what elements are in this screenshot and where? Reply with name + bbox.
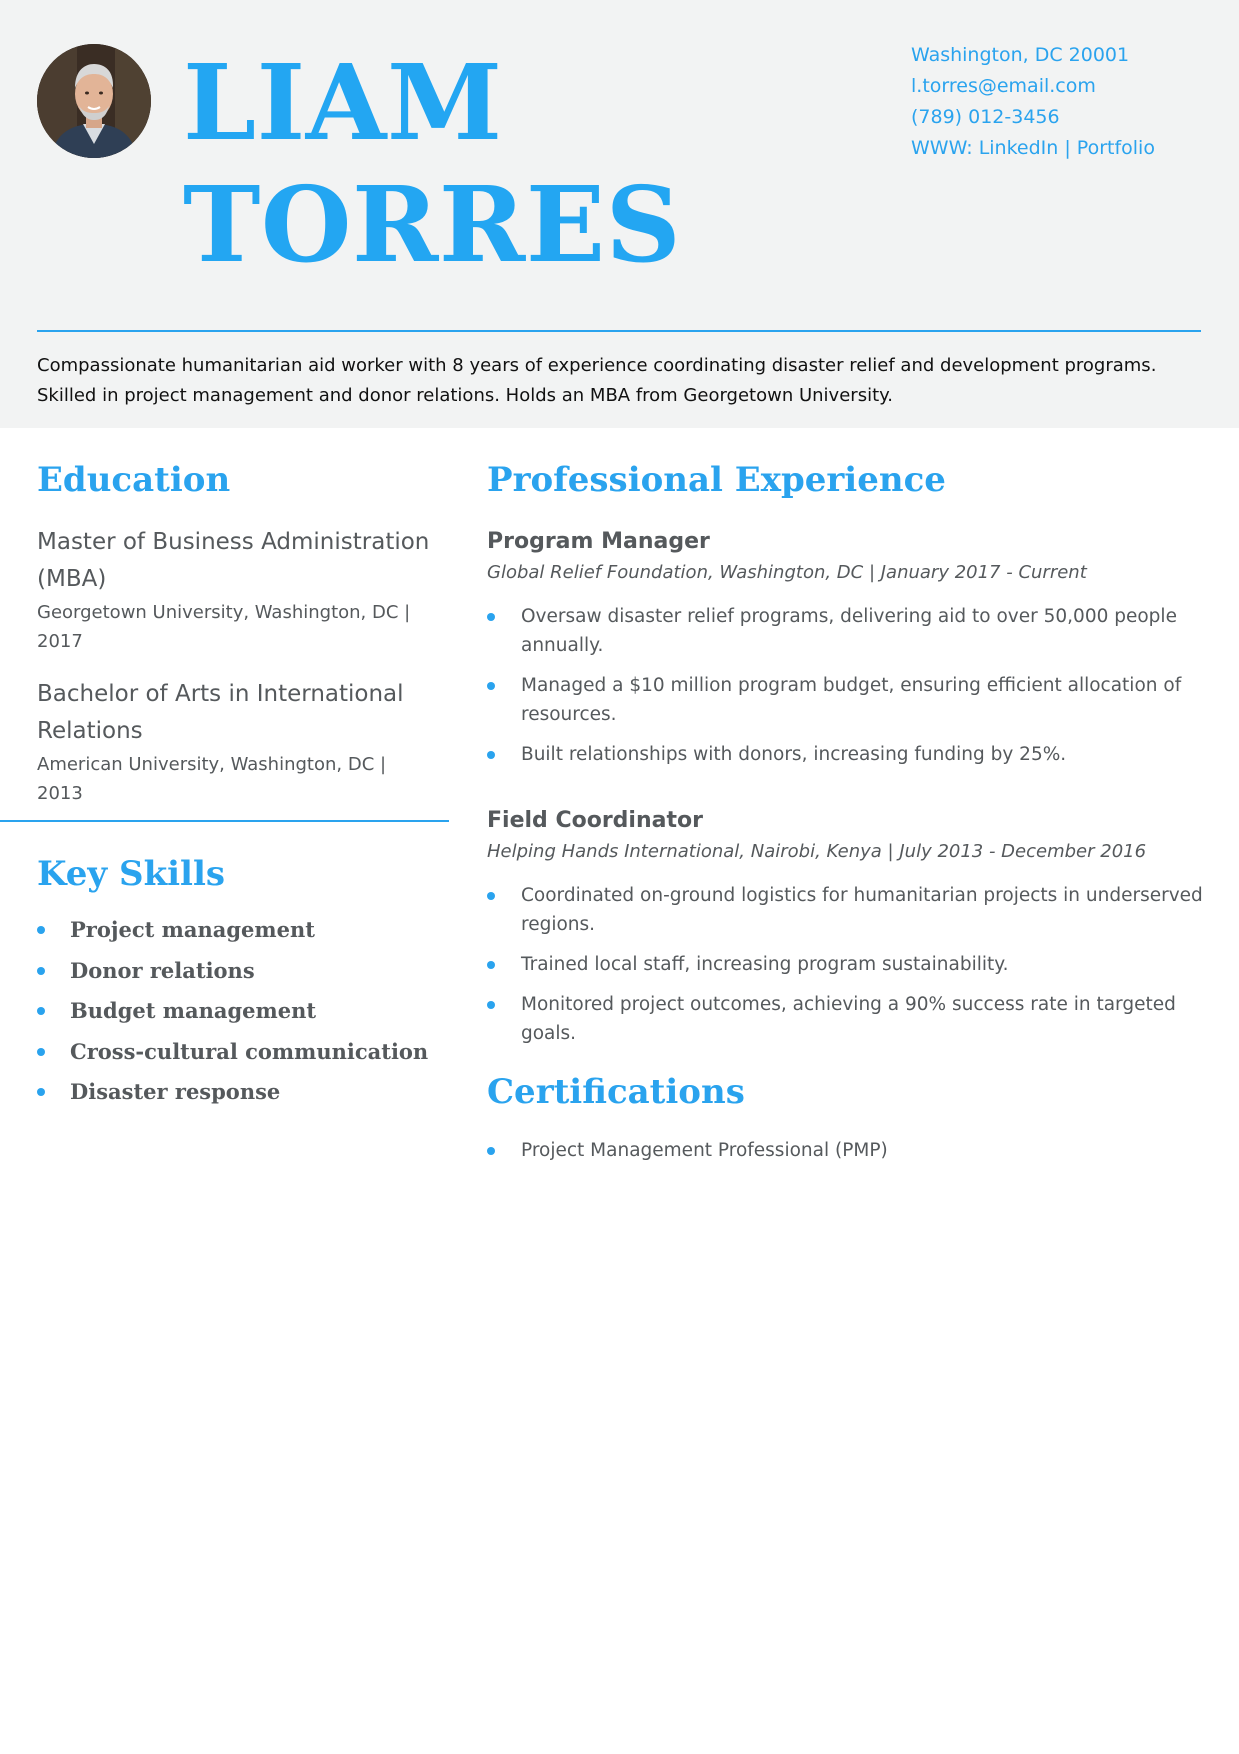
- education-degree: Bachelor of Arts in International Relations: [37, 681, 404, 744]
- job-bullet: [487, 671, 1207, 729]
- skill-label: Disaster response: [70, 1079, 281, 1104]
- job-title: Field Coordinator: [487, 808, 703, 833]
- person-photo-icon: [37, 44, 151, 158]
- profile-photo: [37, 44, 151, 158]
- last-name: TORRES: [183, 163, 682, 286]
- skill-label: Budget management: [70, 998, 317, 1023]
- job-bullet: [487, 602, 1207, 660]
- job-bullet-text: Managed a $10 million program budget, ensuring efficient allocation of resources.: [521, 675, 1182, 725]
- education-school: American University, Washington, DC | 2013: [37, 754, 387, 804]
- bullet-icon: [37, 1048, 45, 1056]
- certification-item: [487, 1136, 1207, 1165]
- education-degree: Master of Business Administration (MBA): [37, 529, 430, 592]
- resume-header: [0, 0, 1239, 428]
- education-school: Georgetown University, Washington, DC | 2017: [37, 602, 411, 652]
- certifications-list: [487, 1136, 1207, 1165]
- job-bullet: [487, 881, 1207, 939]
- skill-label: Donor relations: [70, 957, 255, 983]
- bullet-icon: [37, 1088, 45, 1096]
- bullet-icon: [37, 1007, 45, 1015]
- first-name: LIAM: [183, 41, 503, 164]
- job-bullets: [487, 602, 1207, 769]
- candidate-name: [183, 42, 681, 286]
- skill-label: Project management: [70, 917, 315, 942]
- bullet-icon: [487, 751, 495, 759]
- bullet-icon: [487, 892, 495, 900]
- job-entry: [487, 805, 1207, 1048]
- certifications-section: [487, 1070, 1207, 1165]
- job-meta: Global Relief Foundation, Washington, DC | January 2017 - Current: [487, 562, 1087, 583]
- contact-address: Washington, DC 20001: [911, 44, 1130, 66]
- bullet-icon: [487, 961, 495, 969]
- job-bullet-text: Coordinated on-ground logistics for humanitarian projects in underserved regions.: [521, 885, 1203, 935]
- job-bullet-text: Monitored project outcomes, achieving a 90% success rate in targeted goals.: [521, 994, 1176, 1044]
- skills-heading: Key Skills: [37, 854, 226, 894]
- bullet-icon: [487, 613, 495, 621]
- education-list: [37, 524, 437, 808]
- job-bullets: [487, 881, 1207, 1048]
- education-item: [37, 676, 437, 808]
- bullet-icon: [37, 926, 45, 934]
- bullet-icon: [487, 682, 495, 690]
- contact-web-links[interactable]: WWW: LinkedIn | Portfolio: [911, 137, 1155, 159]
- job-bullet: [487, 950, 1207, 979]
- skill-item: [37, 1072, 437, 1113]
- bullet-icon: [37, 967, 45, 975]
- education-section: [37, 458, 437, 828]
- job-meta: Helping Hands International, Nairobi, Kenya | July 2013 - December 2016: [487, 841, 1147, 862]
- bullet-icon: [487, 1147, 495, 1155]
- right-column: [487, 458, 1207, 1165]
- skill-item: [37, 991, 437, 1032]
- certifications-heading: Certifications: [487, 1072, 745, 1112]
- skills-section: [37, 852, 437, 1113]
- experience-heading: Professional Experience: [487, 460, 946, 500]
- left-column-divider: [0, 820, 449, 822]
- job-entry: [487, 526, 1207, 769]
- contact-email[interactable]: l.torres@email.com: [911, 75, 1096, 97]
- skills-list: [37, 910, 437, 1113]
- job-bullet-text: Built relationships with donors, increasing funding by 25%.: [521, 744, 1067, 765]
- education-item: [37, 524, 437, 656]
- bullet-icon: [487, 1001, 495, 1009]
- job-title: Program Manager: [487, 529, 710, 554]
- job-bullet-text: Trained local staff, increasing program sustainability.: [521, 954, 1009, 975]
- skill-label: Cross-cultural communication: [70, 1038, 429, 1064]
- job-bullet: [487, 740, 1207, 769]
- education-heading: Education: [37, 460, 231, 500]
- contact-phone[interactable]: (789) 012-3456: [911, 106, 1060, 128]
- certification-label: Project Management Professional (PMP): [521, 1140, 888, 1161]
- job-bullet-text: Oversaw disaster relief programs, delivering aid to over 50,000 people annually.: [521, 606, 1177, 656]
- skill-item: [37, 910, 437, 951]
- skill-item: [37, 1032, 437, 1073]
- contact-info: [911, 40, 1155, 164]
- skill-item: [37, 951, 437, 992]
- header-divider: [37, 330, 1201, 332]
- profile-summary: Compassionate humanitarian aid worker with 8 years of experience coordinating disaster relief and development programs. Skilled in project management and donor relations. Holds an MBA from Georgetown University.: [37, 355, 1157, 406]
- job-bullet: [487, 990, 1207, 1048]
